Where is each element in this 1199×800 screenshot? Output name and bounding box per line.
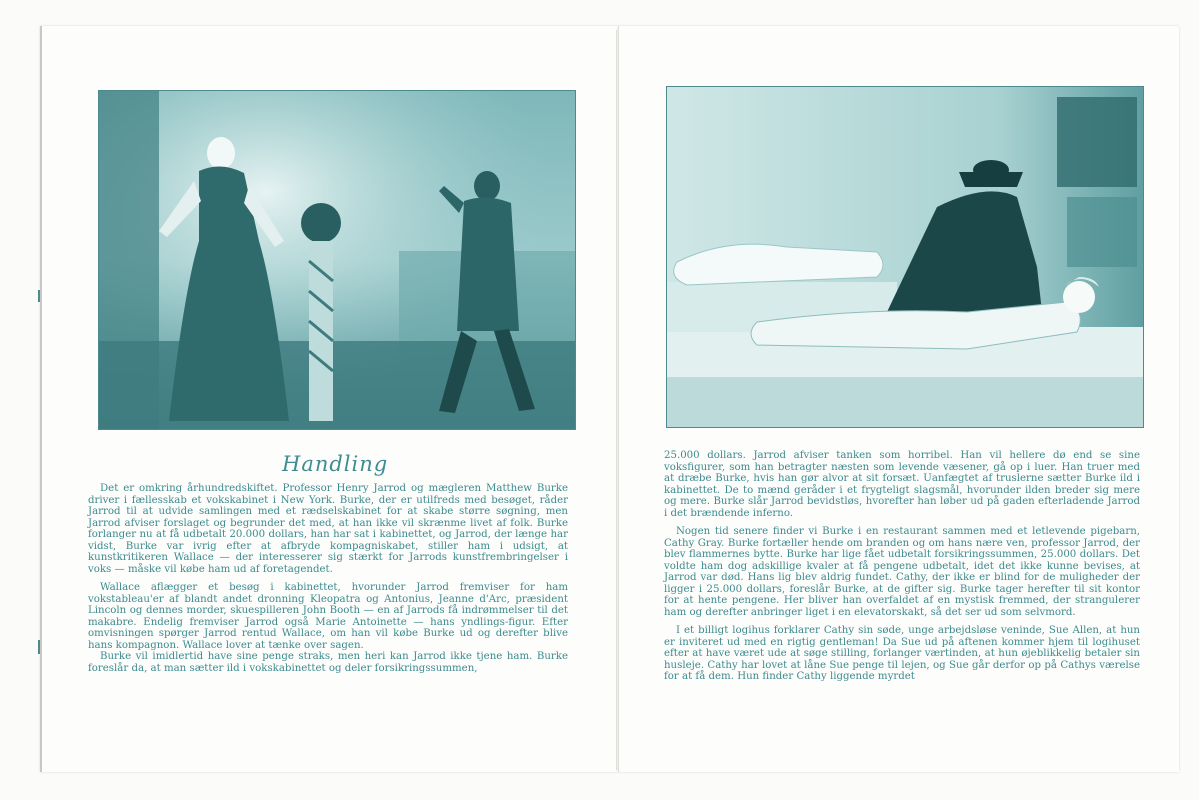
left-paragraph-2: Wallace aflægger et besøg i kabinettet, hvorunder Jarrod fremviser for ham vokstableau'er af blandt andet dronning Kleopatra og Antonius, Jeanne d'Arc, præsident Lincoln og dennes morder, skuespilleren John Booth — en af Jarrods få indrømmelser til det makabre. Endelig fremviser Jarrod også Marie Antoinette — hans yndlings-figur. Efter omvisningen spørger Jarrod rentud Wallace, om han vil købe Burke ud og derefter blive hans kompagnon. Wallace lover at tænke over sagen. [88,582,568,651]
right-body-text [664,450,1140,690]
right-paragraph-3: I et billigt logihus forklarer Cathy sin søde, unge arbejdsløse veninde, Sue Allen, at hun er inviteret ud med en rigtig gentleman! Da Sue ud på aftenen kommer hjem til logihuset efter at have været ude at søge stilling, forlanger værtinden, at hun øjeblikkelig betaler sin husleje. Cathy har lovet at låne Sue penge til lejen, og Sue går derfor op på Cathys værelse for at få dem. Hun finder Cathy liggende myrdet [664,625,1140,682]
right-paragraph-1: 25.000 dollars. Jarrod afviser tanken som horribel. Han vil hellere dø end se sine voksfigurer, som han betragter næsten som levende væsener, gå op i luer. Han truer med at dræbe Burke, hvis han gør alvor at sit forsæt. Uanfægtet af truslerne sætter Burke ild i kabinettet. De to mænd geråder i et frygteligt slagsmål, hvorunder ilden breder sig mere og mere. Burke slår Jarrod bevidstløs, hvorefter han løber ud på gaden efterladende Jarrod i det brændende inferno. [664,450,1140,519]
page-edge-mark [38,640,40,654]
left-paragraph-1: Det er omkring århundredskiftet. Professor Henry Jarrod og mægleren Matthew Burke driver i fællesskab et vokskabinet i New York. Burke, der er utilfreds med besøget, råder Jarrod til at udvide samlingen med et rædselskabinet for at skabe større søgning, men Jarrod afviser forslaget og begrunder det med, at han ikke vil skrænme livet af folk. Burke forlanger nu at få udbetalt 20.000 dollars, han har sat i kabinettet, og Jarrod, der længe har vidst, Burke var ivrig efter at afbryde kompagniskabet, stiller ham i udsigt, at kunstkritikeren Wallace — der interesserer sig stærkt for Jarrods kunstfrembringelser i voks — måske vil købe ham ud af foretagendet. [88,483,568,575]
book-spine [616,30,619,770]
fire-scene-photo [98,90,576,430]
page-edge-mark [38,290,40,302]
left-body-text [88,483,568,681]
morgue-scene-photo [666,86,1144,428]
right-paragraph-2: Nogen tid senere finder vi Burke i en restaurant sammen med et letlevende pigebarn, Cathy Gray. Burke fortæller hende om branden og om hans nære ven, professor Jarrod, der blev flammernes bytte. Burke har lige fået udbetalt forsikringssummen, 25.000 dollars. Det voldte ham dog adskillige kvaler at få pengene udbetalt, idet det ikke kunne bevises, at Jarrod var død. Hans lig blev aldrig fundet. Cathy, der ikke er blind for de muligheder der ligger i 25.000 dollars, foreslår Burke, at de gifter sig. Burke tager herefter til sit kontor for at hente pengene. Her bliver han overfaldet af en mystisk fremmed, der strangulerer ham og derefter anbringer liget i en elevatorskakt, så det ser ud som selvmord. [664,526,1140,618]
section-heading: Handling [282,452,389,476]
left-paragraph-3: Burke vil imidlertid have sine penge straks, men heri kan Jarrod ikke tjene ham. Burke foreslår da, at man sætter ild i vokskabinettet og deler forsikringssummen, [88,651,568,674]
